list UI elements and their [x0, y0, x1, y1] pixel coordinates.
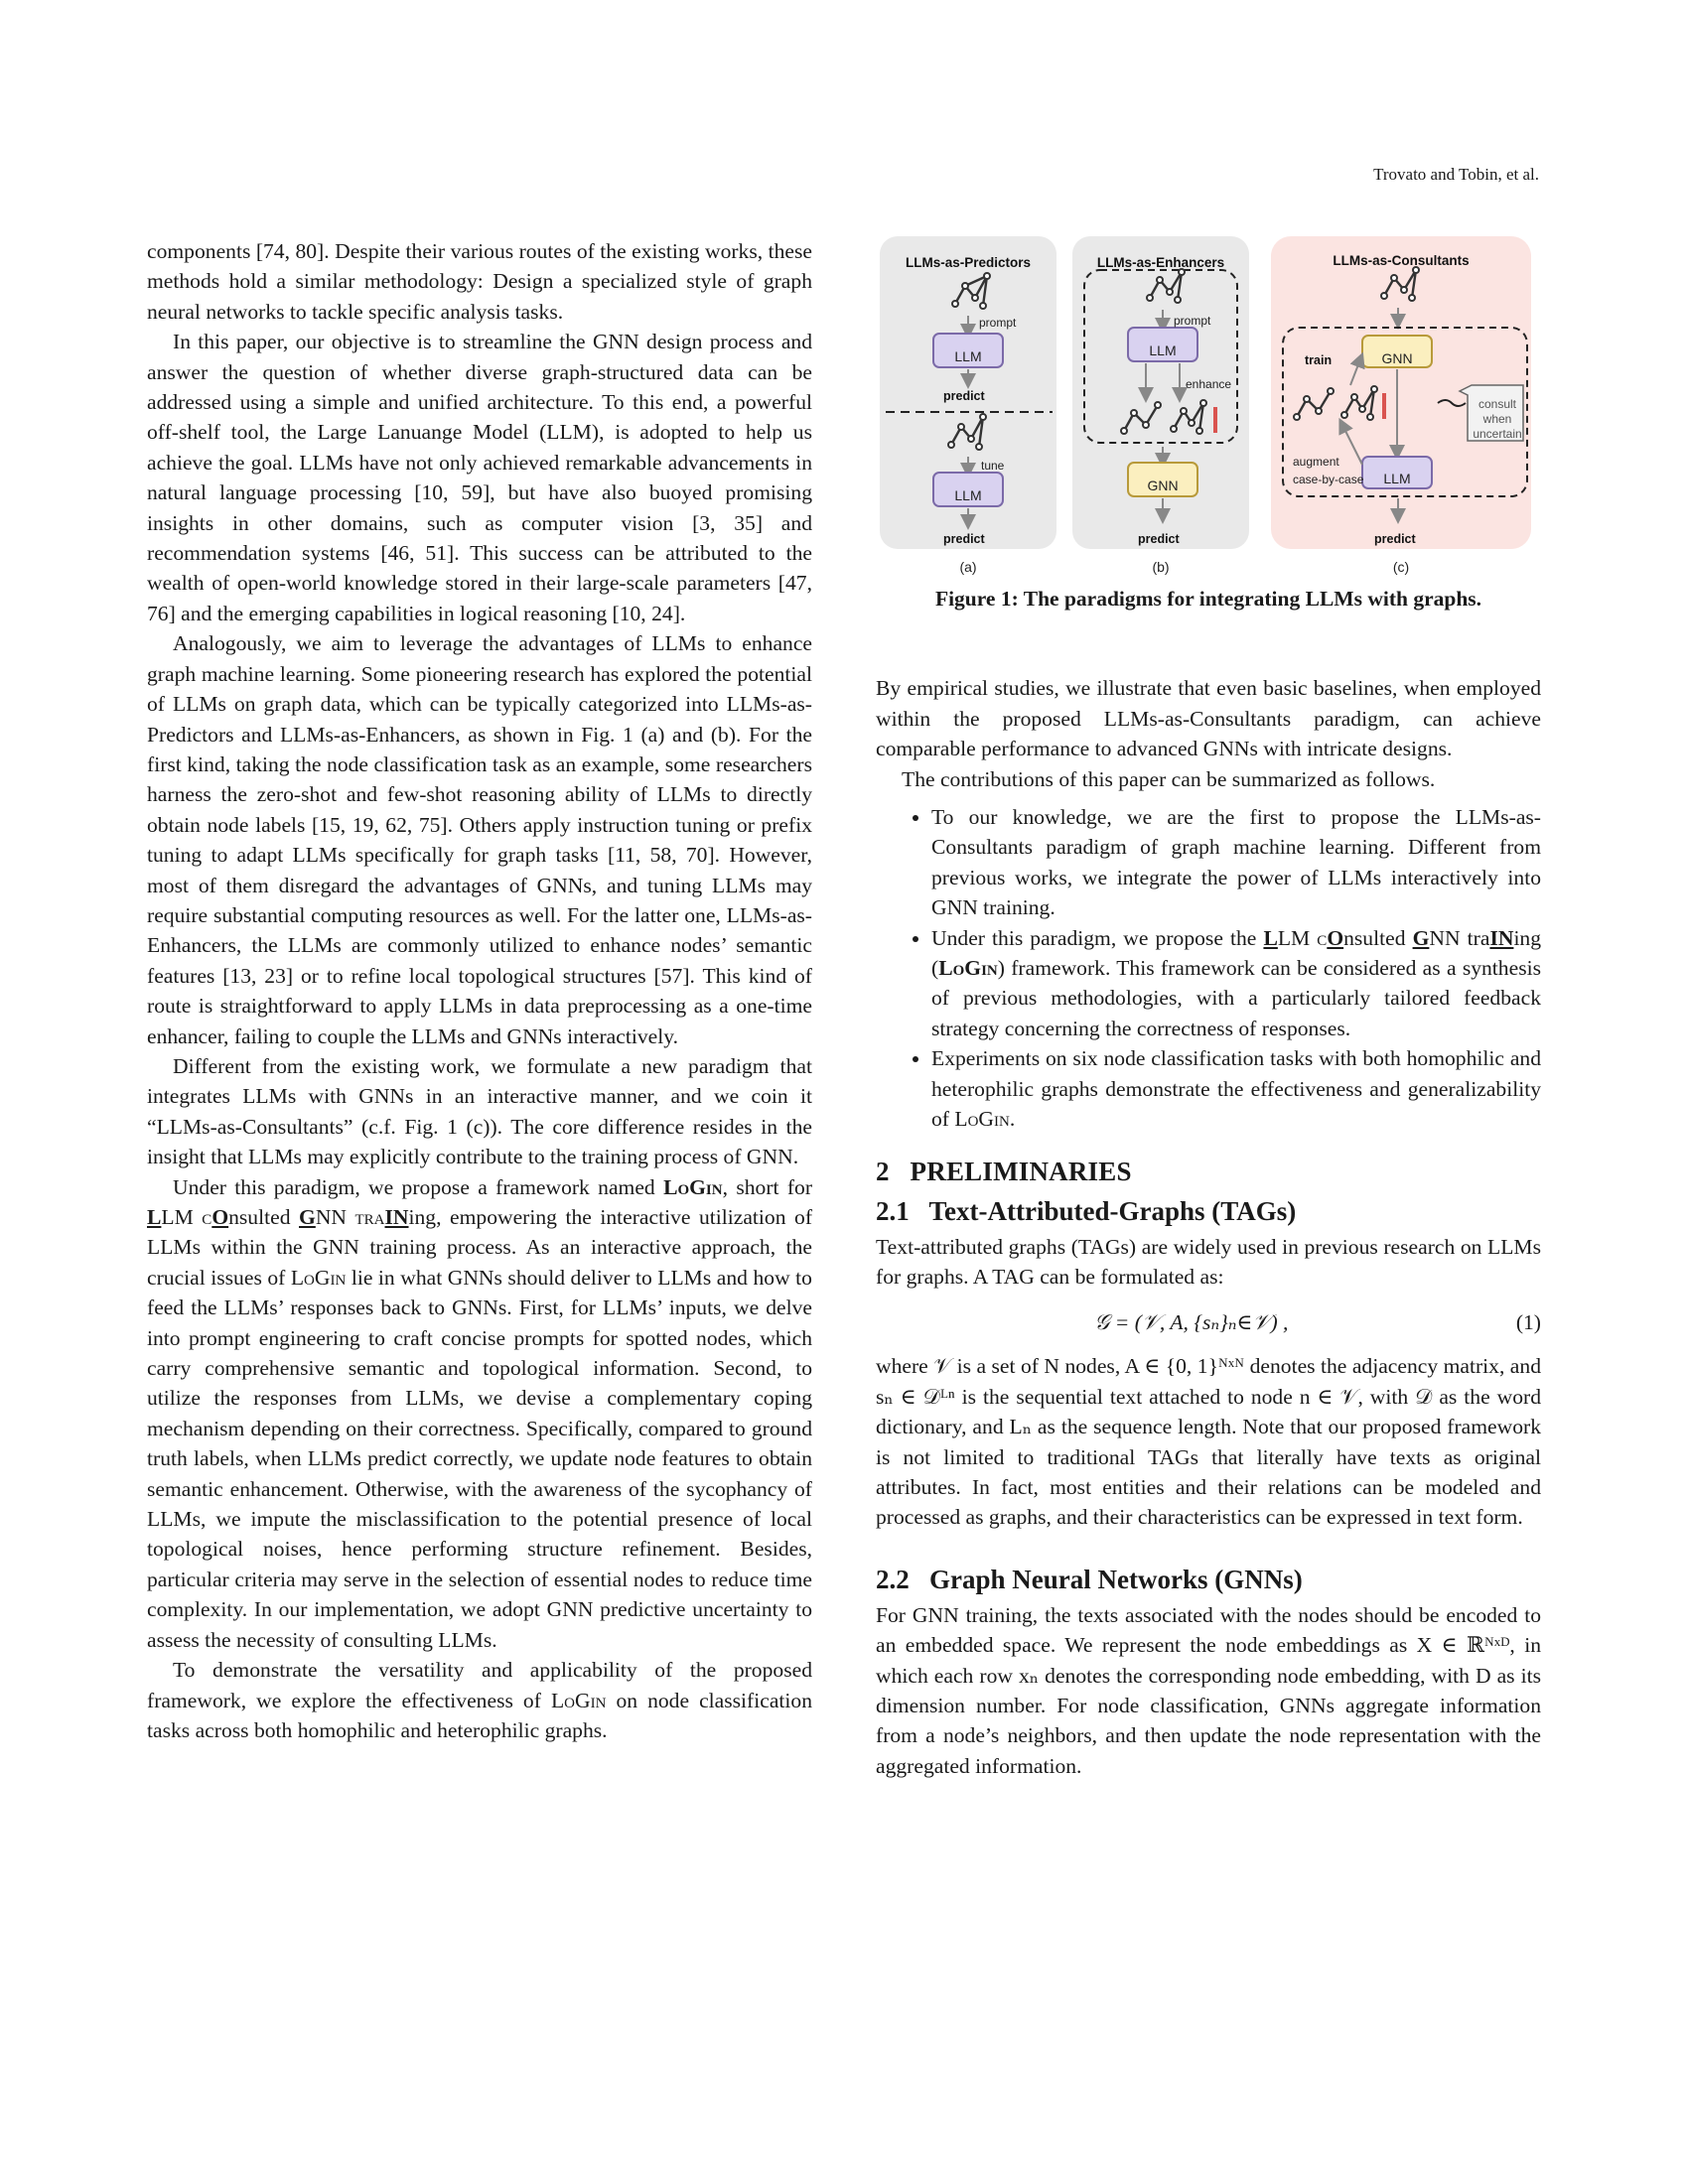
- enhance-label: enhance: [1186, 377, 1232, 391]
- login-name: LoGin: [663, 1174, 723, 1199]
- predict-label: predict: [943, 532, 985, 546]
- gnn-label: GNN: [1147, 478, 1179, 493]
- figure-caption: Figure 1: The paradigms for integrating LLMs with graphs.: [934, 587, 1482, 611]
- prompt-label: prompt: [979, 316, 1017, 330]
- llm-label: LLM: [1383, 471, 1411, 486]
- tune-label: tune: [981, 459, 1005, 473]
- paragraph-login-intro: Under this paradigm, we propose a framework named LoGin, short for LLM cOnsulted GNN traINing, empowering the interactive utilization of LLMs within the GNN training process. As an interactive approach, the crucial issues of LoGin lie in what GNNs should deliver to LLMs and how to feed the LLMs’ responses back to GNNs. First, for LLMs’ inputs, we delve into prompt engineering to craft concise prompts for spotted nodes, which carry comprehensive semantic and topological information. Second, to utilize the responses from LLMs, we devise a complementary coping mechanism depending on their correctness. Specifically, compared to ground truth labels, when LLMs predict correctly, we update node features to obtain semantic enhancement. Otherwise, with the awareness of the sycophancy of LLMs, we impute the misclassification to the potential presence of local topological noises, hence performing structure refinement. Besides, particular criteria may serve in the selection of essential nodes to reduce time complexity. In our implementation, we adopt GNN predictive uncertainty to assess the necessity of consulting LLMs.: [147, 1174, 813, 1652]
- predict-label: predict: [943, 389, 985, 403]
- feature-bar: [1213, 407, 1217, 433]
- paragraph: Analogously, we aim to leverage the advantages of LLMs to enhance graph machine learning. Some pioneering research has explored the potential of LLMs on graph data, which can be typically categorized into LLMs-as-Predictors and LLMs-as-Enhancers, as shown in Fig. 1 (a) and (b). For the first kind, taking the node classification task as an example, some researchers harness the zero-shot and few-shot reasoning ability of LLMs to directly obtain node labels [15, 19, 62, 75]. Others apply instruction tuning or prefix tuning to adapt LLMs specifically for graph tasks [11, 58, 70]. However, most of them disregard the advantages of GNNs, and tuning LLMs may require substantial computing resources as well. For the latter one, LLMs-as-Enhancers, the LLMs are commonly utilized to enhance nodes’ semantic features [13, 23] or to refine local topological structures [57]. This kind of route is straightforward to apply LLMs in data preprocessing as a one-time enhancer, failing to couple the LLMs and GNNs interactively.: [147, 631, 812, 1048]
- paragraph: For GNN training, the texts associated with the nodes should be encoded to an embedded space. We represent the node embeddings as X ∈ ℝᴺˣᴰ, in which each row xₙ denotes the corresponding node embedding, with D as its dimension number. For node classification, GNNs aggregate information from a node’s neighbors, and then update the node representation with the aggregated information.: [876, 1602, 1541, 1778]
- llm-label: LLM: [954, 487, 982, 503]
- gnn-label: GNN: [1381, 350, 1413, 366]
- panel-a-label: (a): [959, 559, 977, 575]
- right-column: [876, 236, 1541, 1781]
- paragraph: Text-attributed graphs (TAGs) are widely used in previous research on LLMs for graphs. A TAG can be formulated as:: [876, 1234, 1541, 1289]
- llm-label: LLM: [954, 348, 982, 364]
- equation-1: [876, 1301, 1541, 1345]
- paragraph: By empirical studies, we illustrate that even basic baselines, when employed within the proposed LLMs-as-Consultants paradigm, can achieve comparable performance to advanced GNNs with intricate designs.: [876, 676, 1541, 761]
- section-heading: 2 PRELIMINARIES: [876, 1156, 1132, 1186]
- prompt-label: prompt: [1174, 314, 1211, 328]
- contribution-item: • Under this paradigm, we propose the LLM cOnsulted GNN traINing (LoGin) framework. This framework can be considered as a synthesis of previous methodologies, with a particularly tailored feedback strategy concerning the correctness of responses.: [931, 923, 1541, 1044]
- subsection-heading: 2.2 Graph Neural Networks (GNNs): [876, 1564, 1303, 1594]
- feature-bar: [1382, 393, 1386, 419]
- augment-label: case-by-case: [1293, 473, 1364, 486]
- subsection-heading: 2.1 Text-Attributed-Graphs (TAGs): [876, 1195, 1297, 1226]
- figure-1: [876, 236, 1541, 575]
- panel-c-label: (c): [1392, 559, 1410, 575]
- contribution-item: • Experiments on six node classification tasks with both homophilic and heterophilic graphs demonstrate the effectiveness and generalizability of LoGin.: [931, 1043, 1541, 1134]
- paragraph: where 𝒱 is a set of N nodes, A ∈ {0, 1}ᴺˣᴺ denotes the adjacency matrix, and sₙ ∈ 𝒟ᴸⁿ is the sequential text attached to node n ∈ 𝒱, with 𝒟 as the word dictionary, and Lₙ as the sequence length. Note that our proposed framework is not limited to traditional TAGs that literally have texts as original attributes. In fact, most entities and their relations can be modeled and processed as graphs, and their characteristics can be expressed in text form.: [876, 1354, 1541, 1530]
- equation-number: (1): [1515, 1310, 1541, 1335]
- consult-label: consult: [1477, 397, 1517, 411]
- paragraph: Different from the existing work, we formulate a new paradigm that integrates LLMs with GNNs in an interactive manner, and we coin it “LLMs-as-Consultants” (c.f. Fig. 1 (c)). The core difference resides in the insight that LLMs may explicitly contribute to the training process of GNN.: [147, 1053, 812, 1169]
- augment-label: augment: [1293, 455, 1339, 469]
- train-label: train: [1305, 353, 1333, 367]
- llm-label: LLM: [1149, 342, 1177, 358]
- left-column: [147, 236, 812, 1745]
- paragraph: The contributions of this paper can be summarized as follows.: [902, 766, 1436, 791]
- equation-body: 𝒢 = (𝒱, A, {sₙ}ₙ∈𝒱) ,: [1094, 1310, 1289, 1335]
- panel-b-title: LLMs-as-Enhancers: [1096, 255, 1225, 270]
- running-head: Trovato and Tobin, et al.: [1373, 165, 1539, 184]
- panel-a-title: LLMs-as-Predictors: [905, 255, 1032, 270]
- contribution-item: • To our knowledge, we are the first to propose the LLMs-as-Consultants paradigm of graph machine learning. Different from previous works, we integrate the power of LLMs interactively into GNN training.: [931, 802, 1541, 923]
- predict-label: predict: [1374, 532, 1416, 546]
- panel-b-label: (b): [1152, 559, 1170, 575]
- consult-label: when: [1482, 412, 1512, 426]
- paragraph: components [74, 80]. Despite their various routes of the existing works, these methods hold a similar methodology: Design a specialized style of graph neural networks to tackle specific analysis tasks.: [147, 239, 812, 324]
- consult-label: uncertain: [1473, 427, 1522, 441]
- paragraph: In this paper, our objective is to streamline the GNN design process and answer the question of whether diverse graph-structured data can be addressed using a simple and unified architecture. To this end, a powerful off-shelf tool, the Large Lanuange Model (LLM), is adopted to help us achieve the goal. LLMs have not only achieved remarkable advancements in natural language processing [10, 59], but have also buoyed promising insights in other domains, such as computer vision [3, 35] and recommendation systems [46, 51]. This success can be attributed to the wealth of open-world knowledge stored in their large-scale parameters [47, 76] and the emerging capabilities in logical reasoning [10, 24].: [147, 330, 812, 625]
- paragraph: To demonstrate the versatility and applicability of the proposed framework, we explore the effectiveness of LoGin on node classification tasks across both homophilic and heterophilic graphs.: [147, 1658, 813, 1742]
- panel-c-title: LLMs-as-Consultants: [1333, 253, 1470, 268]
- predict-label: predict: [1138, 532, 1180, 546]
- contribution-list: [852, 802, 1541, 1134]
